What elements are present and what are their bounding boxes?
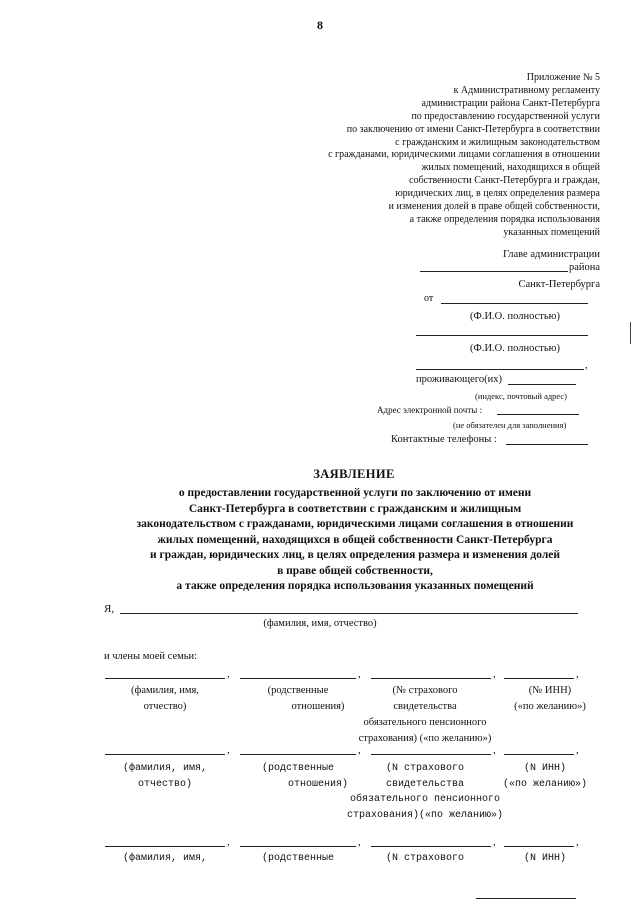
- comma: ,: [358, 836, 361, 848]
- phones-field[interactable]: [506, 444, 588, 445]
- comma: ,: [493, 744, 496, 756]
- statement-line: Санкт-Петербурга в соответствии с гражданским и жилищным: [188, 502, 522, 515]
- statement-title: ЗАЯВЛЕНИЕ: [313, 467, 395, 481]
- comma: ,: [576, 668, 579, 680]
- family1-col2-hint: (родственные отношения): [267, 685, 345, 712]
- margin-mark: [630, 322, 631, 344]
- statement-line: в праве общей собственности,: [277, 564, 433, 577]
- appendix-line: к Административному регламенту: [453, 84, 600, 96]
- family3-col4-hint: (N ИНН): [523, 853, 566, 864]
- family2-snils-field[interactable]: [371, 754, 491, 755]
- family2-relation-field[interactable]: [240, 754, 356, 755]
- appendix-line: указанных помещений: [503, 226, 600, 238]
- family1-snils-field[interactable]: [371, 678, 491, 679]
- residing-label: проживающего(их): [416, 374, 502, 385]
- family-label: и члены моей семьи:: [104, 651, 198, 662]
- appendix-line: и изменения долей в праве общей собственности,: [388, 201, 600, 213]
- fio-hint-2: (Ф.И.О. полностью): [470, 343, 560, 354]
- applicant-hint: (фамилия, имя, отчество): [263, 618, 377, 629]
- appendix-line: жилых помещений, находящихся в общей: [421, 162, 600, 174]
- family1-col1-hint: (фамилия, имя, отчество): [131, 685, 199, 712]
- email-hint: (не обязателен для заполнения): [453, 420, 567, 430]
- statement-body: [80, 486, 630, 595]
- statement-line: и граждан, юридических лиц, в целях определения размера и изменения долей: [150, 549, 560, 561]
- appendix-line: по заключению от имени Санкт-Петербурга в соответствии: [346, 123, 600, 135]
- district-name-field[interactable]: [420, 271, 568, 272]
- applicant-fullname-field[interactable]: [120, 613, 578, 614]
- footer-rule: [476, 898, 576, 899]
- comma: ,: [227, 668, 230, 680]
- family2-col3-hint: (N страхового свидетельства обязательного пенсионного страхования)(«по желанию»): [346, 763, 504, 821]
- appendix-line: с гражданами, юридическими лицами соглашения в отношении: [328, 149, 600, 161]
- family1-relation-field[interactable]: [240, 678, 356, 679]
- applicant-name-field-2[interactable]: [416, 335, 588, 336]
- appendix-line: по предоставлению государственной услуги: [411, 110, 600, 122]
- family2-col2-hint: (родственные отношения): [261, 763, 348, 790]
- family3-col2-hint: (родственные: [261, 853, 334, 864]
- addressee-head: Главе администрации: [502, 249, 600, 260]
- statement-line: жилых помещений, находящихся в общей собственности Санкт-Петербурга: [157, 533, 553, 546]
- statement-line: о предоставлении государственной услуги по заключению от имени: [178, 487, 532, 499]
- email-field[interactable]: [497, 414, 579, 415]
- appendix-line: юридических лиц, в целях определения размера: [395, 188, 600, 200]
- comma: ,: [227, 836, 230, 848]
- family1-col3-hint: (№ страхового свидетельства обязательного пенсионного страхования) («по желанию»): [358, 685, 492, 744]
- family2-col4-hint: (N ИНН) («по желанию»): [502, 763, 587, 790]
- comma: ,: [358, 668, 361, 680]
- comma: ,: [576, 744, 579, 756]
- district-suffix: района: [569, 262, 601, 273]
- email-label: Адрес электронной почты :: [377, 405, 483, 415]
- applicant-name-field-3[interactable]: [416, 369, 584, 370]
- comma: ,: [493, 668, 496, 680]
- address-hint: (индекс, почтовый адрес): [475, 391, 568, 401]
- appendix-line: Приложение № 5: [526, 72, 600, 83]
- family2-name-field[interactable]: [105, 754, 225, 755]
- applicant-name-field-1[interactable]: [441, 303, 588, 304]
- comma: ,: [358, 744, 361, 756]
- family3-snils-field[interactable]: [371, 846, 491, 847]
- comma: ,: [493, 836, 496, 848]
- statement-line: а также определения порядка использования указанных помещений: [176, 580, 534, 592]
- from-label: от: [424, 293, 434, 304]
- family2-col1-hint: (фамилия, имя, отчество): [122, 763, 207, 790]
- family3-inn-field[interactable]: [504, 846, 574, 847]
- address-field[interactable]: [508, 384, 576, 385]
- comma: ,: [227, 744, 230, 756]
- trailing-comma: ,: [585, 359, 588, 371]
- appendix-line: администрации района Санкт-Петербурга: [421, 97, 600, 109]
- family1-name-field[interactable]: [105, 678, 225, 679]
- appendix-line: с гражданским и жилищным законодательством: [395, 136, 600, 148]
- family3-col1-hint: (фамилия, имя,: [122, 853, 207, 864]
- statement-line: законодательством с гражданами, юридическими лицами соглашения в отношении: [136, 518, 574, 530]
- family3-relation-field[interactable]: [240, 846, 356, 847]
- comma: ,: [576, 836, 579, 848]
- family3-col3-hint: (N страхового: [385, 853, 464, 864]
- family2-inn-field[interactable]: [504, 754, 574, 755]
- appendix-line: а также определения порядка использования: [409, 213, 600, 225]
- page-number: 8: [317, 18, 323, 32]
- family3-name-field[interactable]: [105, 846, 225, 847]
- phones-label: Контактные телефоны :: [391, 434, 497, 445]
- applicant-prefix: Я,: [104, 603, 115, 615]
- fio-hint-1: (Ф.И.О. полностью): [470, 311, 560, 322]
- family1-col4-hint: (№ ИНН) («по желанию»): [514, 685, 586, 712]
- appendix-line: собственности Санкт-Петербурга и граждан,: [409, 175, 600, 187]
- family1-inn-field[interactable]: [504, 678, 574, 679]
- addressee-city: Санкт-Петербурга: [518, 279, 600, 290]
- appendix-header: [270, 72, 600, 240]
